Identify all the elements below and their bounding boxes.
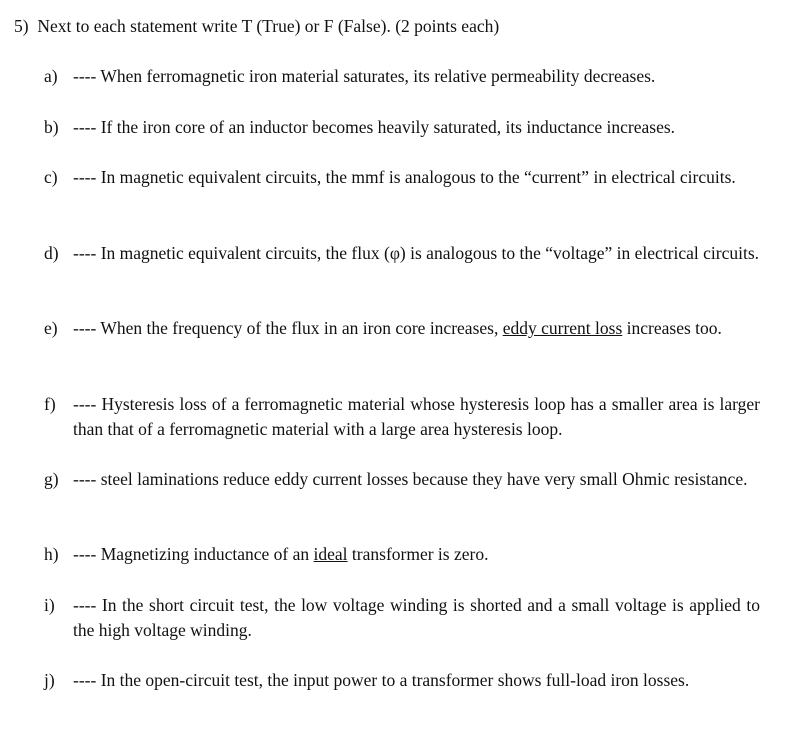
- question-heading: [14, 15, 499, 37]
- statement-item: [44, 467, 760, 492]
- answer-blank: ----: [73, 318, 97, 338]
- statement-label: d): [44, 243, 59, 263]
- answer-blank: ----: [73, 670, 97, 690]
- answer-blank: ----: [73, 66, 97, 86]
- statement-item: [44, 115, 760, 140]
- statement-text: ---- When ferromagnetic iron material saturates, its relative permeability decreases.: [73, 66, 656, 86]
- statement-text: ---- In magnetic equivalent circuits, the flux (φ) is analogous to the “voltage” in electrical circuits.: [73, 243, 760, 263]
- statement-label: i): [44, 595, 55, 615]
- underlined-term: ideal: [313, 544, 348, 564]
- statement-label: g): [44, 469, 59, 489]
- statement-item: [44, 64, 760, 89]
- question-instruction: Next to each statement write T (True) or F (False). (2 points each): [37, 16, 500, 36]
- statement-text: ---- In the short circuit test, the low voltage winding is shorted and a small voltage is applied to the high voltage winding.: [73, 595, 760, 640]
- statement-label: c): [44, 167, 58, 187]
- statement-label: a): [44, 66, 58, 86]
- statement-text: ---- Magnetizing inductance of an ideal transformer is zero.: [73, 544, 489, 564]
- statement-label: e): [44, 318, 58, 338]
- underlined-term: eddy current loss: [502, 318, 623, 338]
- statement-label: b): [44, 117, 59, 137]
- answer-blank: ----: [73, 469, 97, 489]
- answer-blank: ----: [73, 544, 97, 564]
- statement-item: [44, 542, 760, 567]
- answer-blank: ----: [73, 117, 97, 137]
- statement-text: ---- In magnetic equivalent circuits, the mmf is analogous to the “current” in electrical circuits.: [73, 167, 736, 187]
- statement-text: ---- When the frequency of the flux in an iron core increases, eddy current loss increases too.: [73, 318, 722, 338]
- answer-blank: ----: [73, 167, 97, 187]
- statement-label: j): [44, 670, 55, 690]
- statement-item: [44, 316, 760, 341]
- answer-blank: ----: [73, 243, 97, 263]
- statement-text: ---- If the iron core of an inductor becomes heavily saturated, its inductance increases.: [73, 117, 676, 137]
- answer-blank: ----: [73, 394, 97, 414]
- statement-item: [44, 668, 760, 693]
- statement-label: h): [44, 544, 59, 564]
- statement-item: [44, 392, 760, 442]
- statement-item: [44, 165, 760, 190]
- answer-blank: ----: [73, 595, 97, 615]
- statement-text: ---- steel laminations reduce eddy current losses because they have very small Ohmic resistance.: [73, 469, 748, 489]
- question-number: 5): [14, 16, 29, 36]
- statement-label: f): [44, 394, 56, 414]
- statement-text: ---- Hysteresis loss of a ferromagnetic material whose hysteresis loop has a smaller area is larger than that of a ferromagnetic material with a large area hysteresis loop.: [73, 394, 761, 439]
- statement-text: ---- In the open-circuit test, the input power to a transformer shows full-load iron losses.: [73, 670, 690, 690]
- statement-item: [44, 593, 760, 643]
- statement-item: [44, 241, 760, 266]
